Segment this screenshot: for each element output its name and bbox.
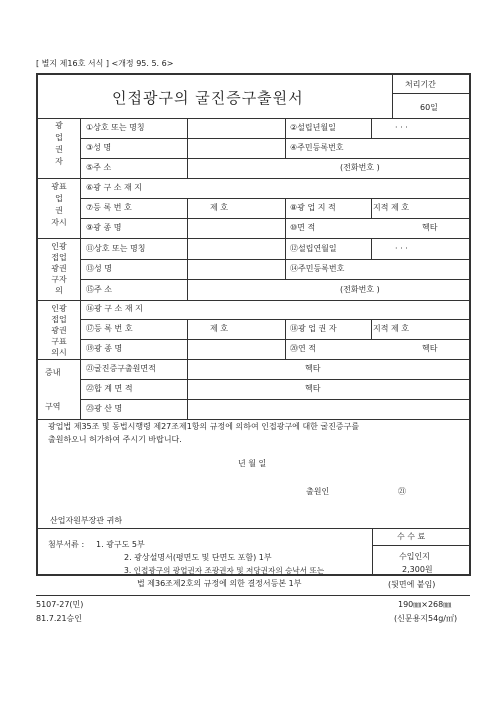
fee-amount: 2,300원 [402, 565, 433, 574]
statement-line-1: 광업법 제35조 및 동법시행령 제27조제1항의 규정에 의하여 인접광구에 대한 굴진증구를 [48, 422, 360, 431]
fee-col-divider [372, 528, 373, 575]
extension-area-label: ㉑굴진증구출원면적 [86, 364, 156, 373]
total-area-label: ㉒합 계 면 적 [86, 384, 133, 393]
processing-value: 60일 [420, 103, 438, 112]
mining-cadastre-value[interactable]: 지적 제 호 [373, 203, 409, 212]
adjacent-phone-label: (전화번호 ) [340, 285, 380, 294]
row-line [36, 528, 470, 529]
paper-size: 190㎜×268㎜ [398, 600, 452, 609]
adjacent-right-side-label: 인광 접업 광권 구표 의시 [51, 304, 67, 357]
mineral-type-label: ⑨광 종 명 [86, 223, 122, 232]
row-line [36, 178, 470, 179]
col-divider [285, 319, 286, 359]
id-number-label: ④주민등록번호 [290, 143, 344, 152]
adjacent-holder-side-label: 인광 접업 광권 구자 의 [51, 242, 67, 295]
addressee: 산업자원부장관 귀하 [50, 516, 123, 525]
area-unit: 헥타 [422, 223, 438, 232]
establish-date-value[interactable]: · · · [395, 123, 408, 132]
adjacent-holder-label: ⑱광 업 권 자 [290, 324, 337, 333]
adjacent-cadastre-value[interactable]: 지적 제 호 [373, 324, 409, 333]
row-line [80, 279, 470, 280]
row-line [36, 238, 470, 239]
row-line [80, 138, 470, 139]
col-divider [187, 359, 188, 419]
application-date[interactable]: 년 월 일 [238, 459, 267, 468]
company-name-label: ①상호 또는 명칭 [86, 123, 145, 132]
adjacent-establish-date-label: ⑫설립연월일 [290, 244, 337, 253]
attachment-item-2: 2. 광상설명서(평면도 및 단면도 포함) 1부 [124, 553, 272, 562]
area-label: ⑩면 적 [290, 223, 316, 232]
row-line [80, 399, 470, 400]
adjacent-area-label: ⑳연 적 [290, 344, 316, 353]
col-divider [187, 198, 188, 238]
processing-divider [392, 93, 470, 94]
name-label: ③성 명 [86, 143, 112, 152]
establish-date-label: ②설립년월일 [290, 123, 336, 132]
adjacent-registration-number-label: ⑰등 록 번 호 [86, 324, 133, 333]
adjacent-registration-number-value[interactable]: 제 호 [210, 324, 228, 333]
row-line [36, 359, 470, 360]
mining-right-side-label: 광표 업 권 자시 [51, 182, 67, 227]
fee-note: (뒷면에 붙임) [388, 580, 436, 589]
col-divider [371, 118, 372, 138]
title-divider [392, 73, 393, 119]
mine-name-label: ㉓광 산 명 [86, 404, 123, 413]
area-side-label-bottom: 구역 [45, 402, 61, 411]
side-divider [80, 118, 81, 419]
row-line [36, 118, 470, 119]
mine-location-label: ⑥광 구 소 재 지 [86, 183, 142, 192]
adjacent-id-number-label: ⑭주민등록번호 [290, 264, 345, 273]
attachment-item-3: 3. 인접광구의 광업권자 조광권자 및 저당권자의 승낙서 또는 [124, 566, 325, 575]
row-line [80, 339, 470, 340]
applicant-side-label: 광 업 권 자 [55, 121, 63, 166]
col-divider [371, 238, 372, 259]
extension-area-unit: 헥타 [305, 364, 321, 373]
attachment-item-1: 1. 광구도 5부 [96, 540, 145, 549]
row-line [80, 158, 470, 159]
adjacent-company-name-label: ⑪상호 또는 명칭 [86, 244, 146, 253]
row-line [80, 319, 470, 320]
mining-cadastre-label: ⑧광 업 지 적 [290, 203, 336, 212]
frame-top [36, 73, 470, 75]
total-area-unit: 헥타 [305, 384, 321, 393]
address-label: ⑤주 소 [86, 163, 112, 172]
row-line [80, 198, 470, 199]
form-title: 인접광구의 굴진증구출원서 [112, 89, 304, 107]
registration-number-value[interactable]: 제 호 [210, 203, 228, 212]
adjacent-area-unit: 헥타 [422, 344, 438, 353]
fee-divider [372, 545, 470, 546]
col-divider [371, 319, 372, 339]
area-side-label-top: 증내 [45, 368, 61, 377]
col-divider [187, 319, 188, 359]
row-line [80, 259, 470, 260]
fee-label: 수 수 료 [397, 532, 426, 541]
row-line [36, 419, 470, 420]
processing-label: 처리기간 [405, 80, 436, 89]
adjacent-address-label: ⑮주 소 [86, 285, 112, 294]
approval-date: 81.7.21승인 [36, 614, 82, 623]
seal-mark: ㉑ [398, 487, 406, 496]
form-code: [ 별지 제16호 서식 ] <개정 95. 5. 6> [36, 59, 174, 68]
col-divider [187, 118, 188, 178]
col-divider [285, 118, 286, 158]
col-divider [187, 238, 188, 300]
applicant-signature-label: 출원인 [306, 487, 330, 496]
adjacent-name-label: ⑬성 명 [86, 264, 112, 273]
attachments-label: 첨부서류 : [48, 540, 85, 549]
statement-line-2: 출원하오니 허가하여 주시기 바랍니다. [48, 435, 182, 444]
registration-number-label: ⑦등 록 번 호 [86, 203, 132, 212]
col-divider [285, 238, 286, 279]
paper-type: (신문용지54g/㎡) [394, 614, 458, 623]
row-line [80, 218, 470, 219]
footer-line [36, 595, 470, 596]
attachment-item-3-cont: 법 제36조제2호의 규정에 의한 결정서등본 1부 [137, 579, 302, 588]
col-divider [285, 198, 286, 238]
row-line [80, 379, 470, 380]
row-line [36, 300, 470, 301]
adjacent-mineral-type-label: ⑲광 종 명 [86, 344, 123, 353]
revenue-stamp-label: 수입인지 [399, 552, 430, 561]
adjacent-establish-date-value[interactable]: · · · [395, 244, 408, 253]
form-number: 5107-27(민) [36, 600, 84, 609]
frame-left [36, 73, 38, 576]
phone-label: (전화번호 ) [340, 163, 380, 172]
col-divider [371, 198, 372, 218]
frame-right [469, 73, 471, 576]
adjacent-mine-location-label: ⑯광 구 소 재 지 [86, 304, 143, 313]
